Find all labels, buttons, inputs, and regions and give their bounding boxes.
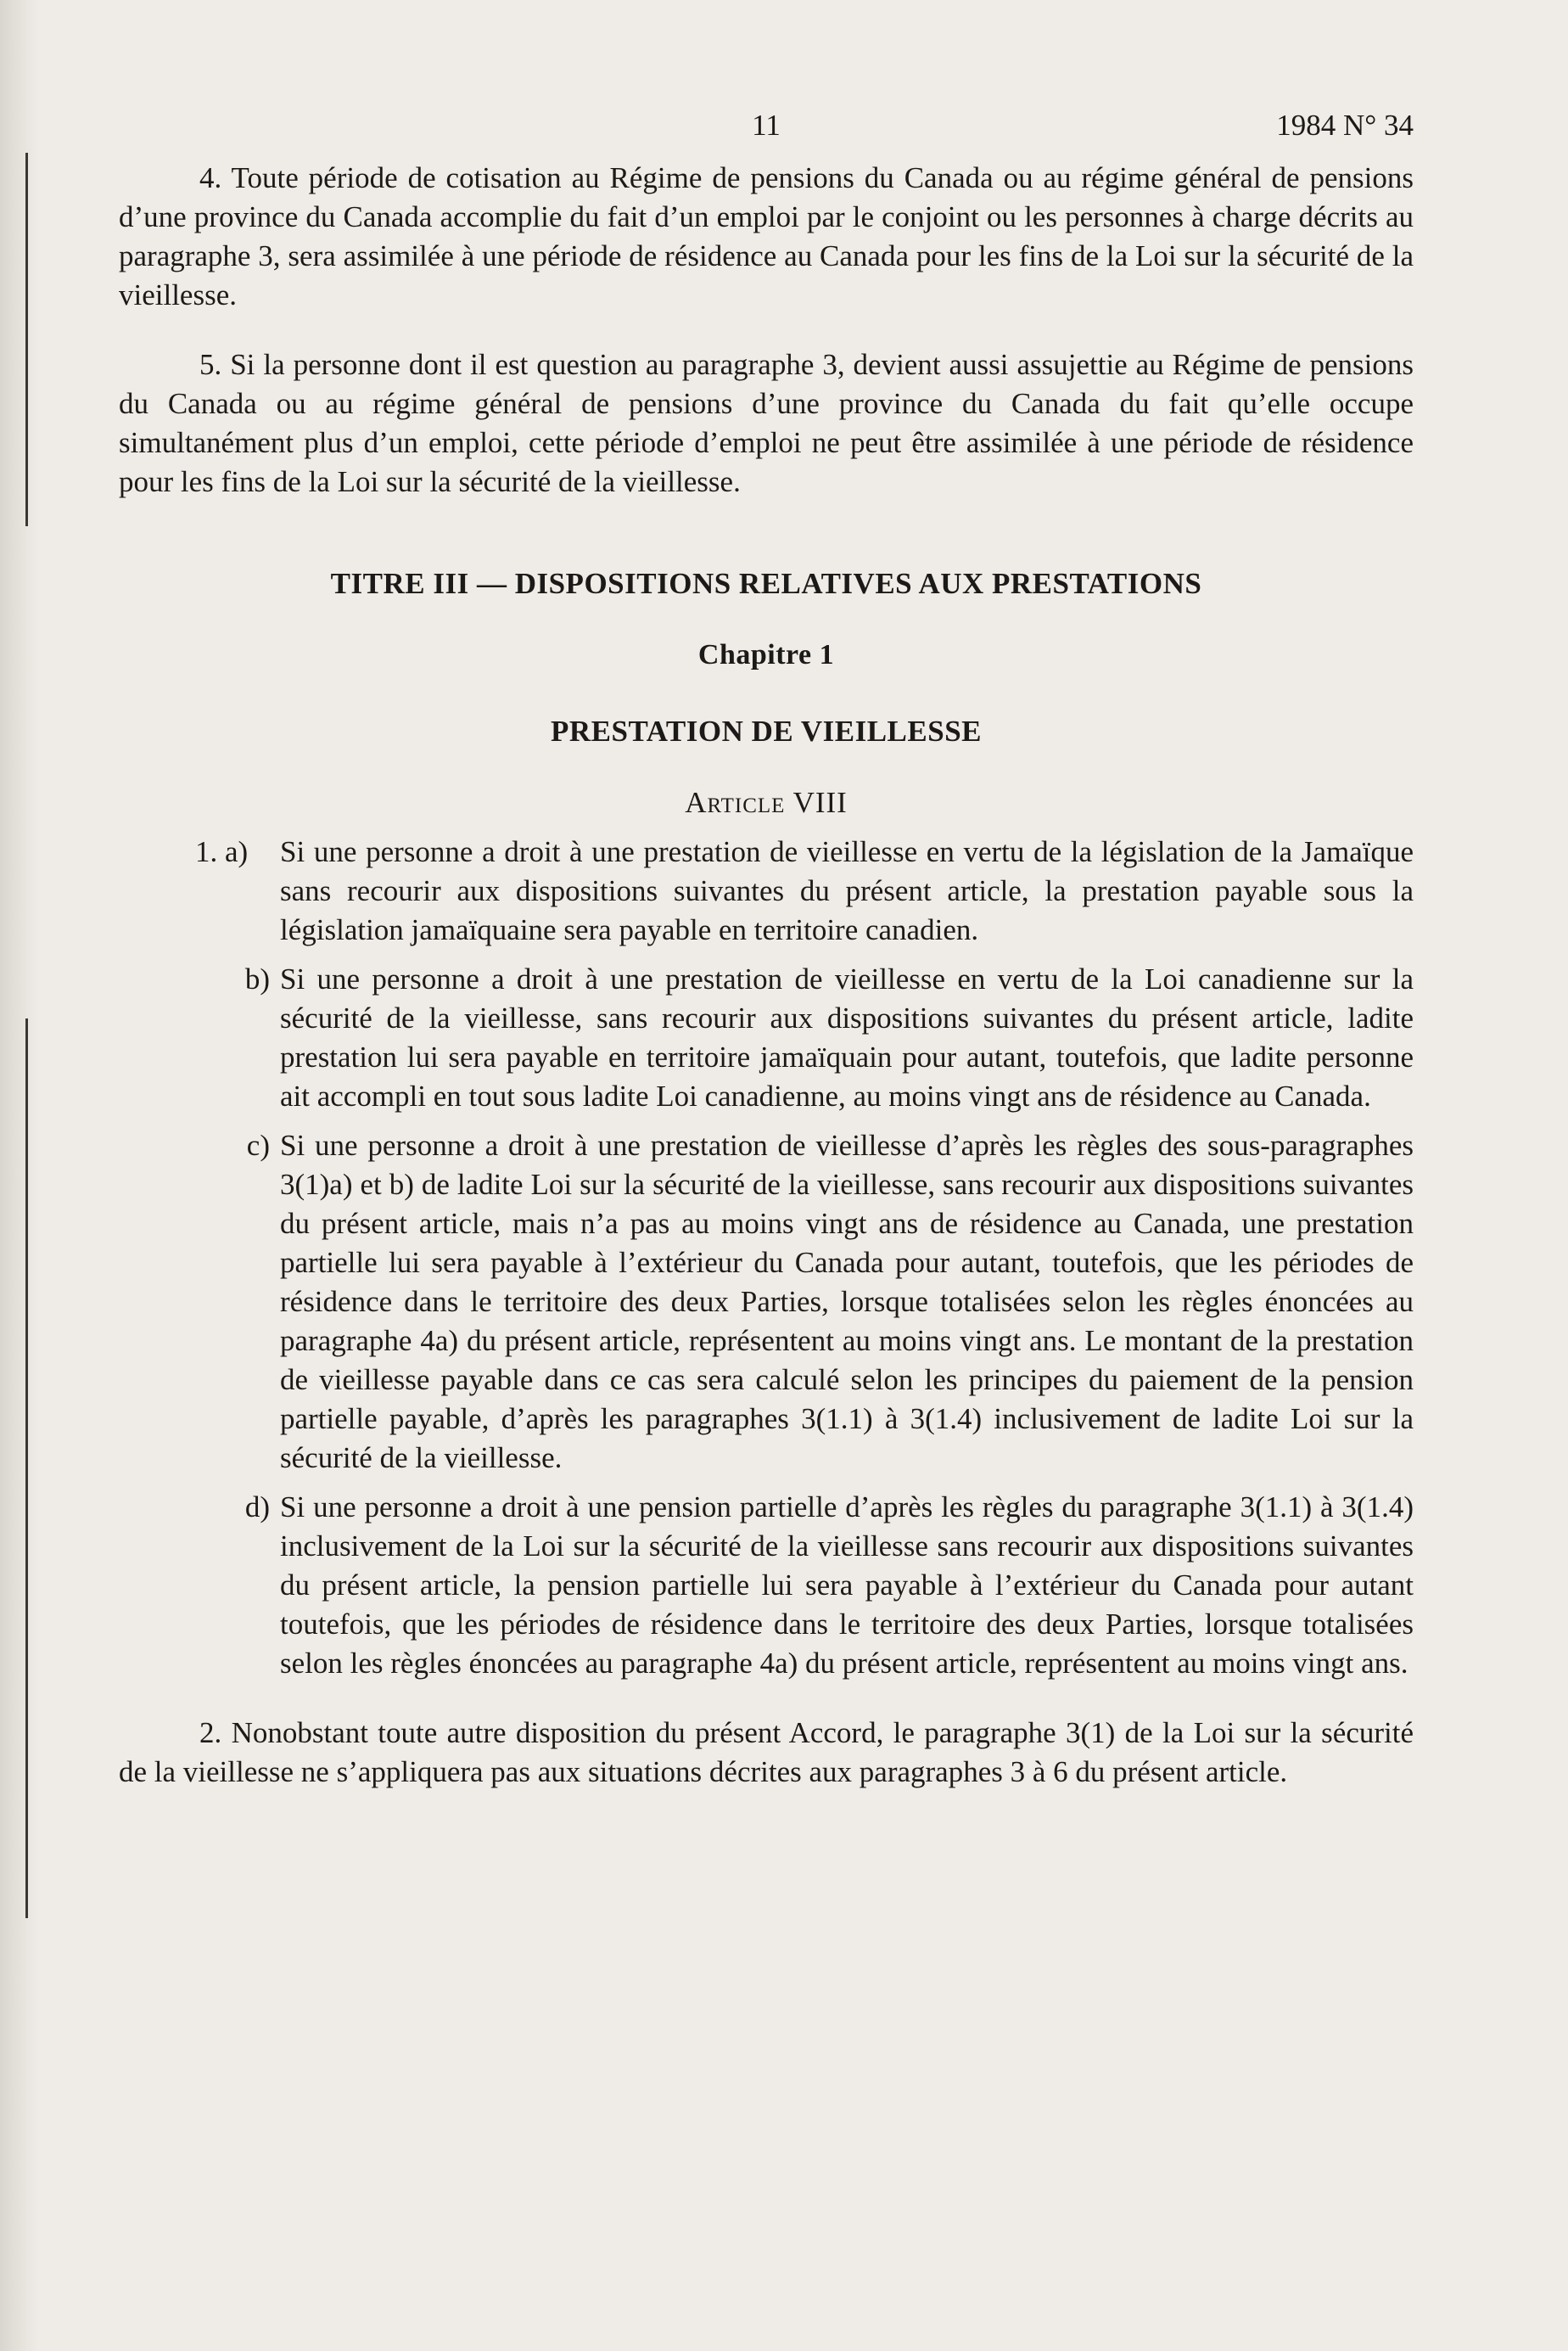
paragraph-5: 5. Si la personne dont il est question au paragraphe 3, devient aussi assujettie au Régime de pensions du Canada ou au régime général de pensions d’une province du Canada du fait qu’elle occupe simultanément plus d’un emploi, cette période d’emploi ne peut être assimilée à une période de résidence pour les fins de la Loi sur la sécurité de la vieillesse. [119, 348, 1414, 498]
binding-edge-line [25, 1018, 28, 1918]
item-text: Si une personne a droit à une prestation de vieillesse en vertu de la législation de la Jamaïque sans recourir aux dispositions suivantes du présent article, la prestation payable sous la législation jamaïquaine sera payable en territoire canadien. [280, 835, 1414, 946]
title-heading: TITRE III — DISPOSITIONS RELATIVES AUX PRESTATIONS [330, 567, 1202, 600]
article-heading: Article VIII [685, 786, 848, 819]
article-item [119, 960, 1414, 1116]
page-number: 11 [752, 109, 781, 142]
paragraph-2: 2. Nonobstant toute autre disposition du présent Accord, le paragraphe 3(1) de la Loi sur la sécurité de la vieillesse ne s’appliquera pas aux situations décrites aux paragraphes 3 à 6 du présent article. [119, 1716, 1414, 1788]
article-item [119, 1126, 1414, 1478]
document-page [119, 106, 1414, 1792]
article-item [119, 1488, 1414, 1683]
binding-edge-line [25, 153, 28, 526]
item-label: b) [244, 962, 270, 996]
item-label: d) [244, 1490, 270, 1523]
document-reference: 1984 N° 34 [1276, 109, 1414, 142]
item-label: c) [246, 1129, 270, 1162]
article-item [119, 833, 1414, 950]
benefit-heading: PRESTATION DE VIEILLESSE [550, 715, 982, 748]
item-label: 1. a) [195, 835, 249, 868]
page-header [119, 106, 1414, 159]
item-text: Si une personne a droit à une prestation de vieillesse en vertu de la Loi canadienne sur la sécurité de la vieillesse, sans recourir aux dispositions suivantes du présent article, ladite prestation lui sera payable en territoire jamaïquain pour autant, toutefois, que ladite personne ait accompli en tout sous ladite Loi canadienne, au moins vingt ans de résidence au Canada. [280, 962, 1414, 1113]
item-text: Si une personne a droit à une pension partielle d’après les règles du paragraphe 3(1.1) à 3(1.4) inclusivement de la Loi sur la sécurité de la vieillesse sans recourir aux dispositions suivantes du présent article, la pension partielle lui sera payable à l’extérieur du Canada pour autant toutefois, que les périodes de résidence dans le territoire des deux Parties, lorsque totalisées selon les règles énoncées au paragraphe 4a) du présent article, représentent au moins vingt ans. [280, 1490, 1414, 1680]
item-text: Si une personne a droit à une prestation de vieillesse d’après les règles des sous-paragraphes 3(1)a) et b) de ladite Loi sur la sécurité de la vieillesse, sans recourir aux dispositions suivantes du présent article, mais n’a pas au moins vingt ans de résidence au Canada, une prestation partielle lui sera payable à l’extérieur du Canada pour autant, toutefois, que les périodes de résidence dans le territoire des deux Parties, lorsque totalisées selon les règles énoncées au paragraphe 4a) du présent article, représentent au moins vingt ans. Le montant de la prestation de vieillesse payable dans ce cas sera calculé selon les principes du paiement de la pension partielle payable, d’après les paragraphes 3(1.1) à 3(1.4) inclusivement de ladite Loi sur la sécurité de la vieillesse. [280, 1129, 1414, 1474]
page-edge-shadow [0, 0, 39, 2351]
paragraph-4: 4. Toute période de cotisation au Régime de pensions du Canada ou au régime général de pensions d’une province du Canada accomplie du fait d’un emploi par le conjoint ou les personnes à charge décrits au paragraphe 3, sera assimilée à une période de résidence au Canada pour les fins de la Loi sur la sécurité de la vieillesse. [119, 161, 1414, 311]
chapter-heading: Chapitre 1 [697, 639, 835, 671]
